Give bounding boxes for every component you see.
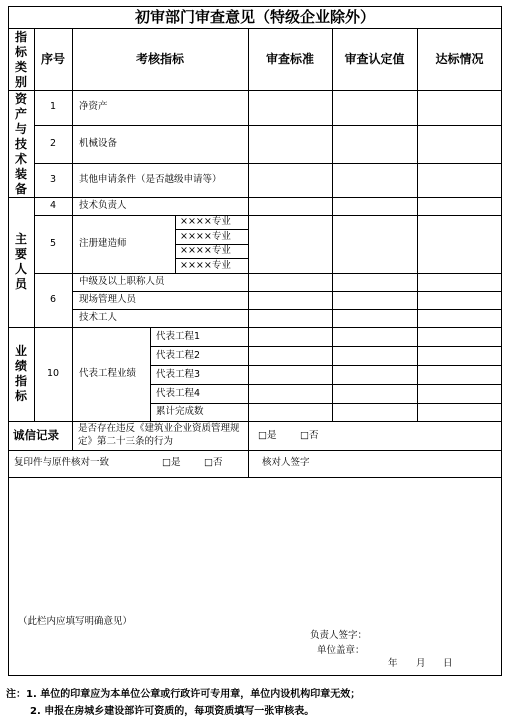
row5-sub-1: ××××专业 (180, 216, 231, 227)
rule-r1 (34, 125, 502, 126)
copy-check-label: 复印件与原件核对一致 (14, 457, 110, 468)
rule-r10c (150, 384, 502, 385)
header-compliance: 达标情况 (435, 52, 484, 66)
row2-label: 机械设备 (79, 138, 118, 149)
row10-seq: 10 (46, 368, 60, 379)
date-year: 年 (388, 658, 398, 669)
rule-r10a (150, 346, 502, 347)
header-seq: 序号 (40, 52, 65, 66)
col-confirmed (332, 28, 333, 421)
row1-label: 净资产 (79, 101, 108, 112)
rule-r2 (34, 163, 502, 164)
col-sub-r10 (150, 327, 151, 421)
row2-seq: 2 (49, 138, 57, 149)
integrity-no[interactable]: □否 (300, 430, 319, 441)
row5-sub-4: ××××专业 (180, 260, 231, 271)
footnote-1: 注：1. 单位的印章应为本单位公章或行政许可专用章，单位内设机构印章无效； (6, 689, 361, 700)
header-standard: 审查标准 (265, 52, 314, 66)
col-integrity-label (72, 421, 73, 450)
leader-signature-label: 负责人签字： (310, 630, 368, 641)
rule-r6b (72, 309, 502, 310)
col-compliance (417, 28, 418, 421)
integrity-yes[interactable]: □是 (258, 430, 277, 441)
rule-title (8, 28, 502, 29)
group-personnel: 主要人员 (14, 232, 27, 291)
col-sub-r5 (175, 215, 176, 273)
copy-check-yes[interactable]: □是 (162, 457, 181, 468)
row3-label: 其他申请条件（是否越级申请等） (79, 174, 222, 185)
rule-r6a (72, 291, 502, 292)
rule-copy (8, 477, 502, 478)
row10-sub-3: 代表工程3 (156, 369, 201, 380)
row5-seq: 5 (49, 238, 57, 249)
header-indicator: 考核指标 (135, 52, 184, 66)
rule-r6 (8, 327, 502, 328)
row6-seq: 6 (49, 294, 57, 305)
rule-r5 (34, 273, 502, 274)
row4-label: 技术负责人 (79, 200, 127, 211)
date-month: 月 (416, 658, 426, 669)
row6-sub-2: 现场管理人员 (79, 294, 137, 305)
row10-sub-2: 代表工程2 (156, 350, 201, 361)
rule-r5a (175, 229, 248, 230)
row3-seq: 3 (49, 174, 57, 185)
row6-sub-1: 中级及以上职称人员 (79, 276, 165, 287)
row10-sub-1: 代表工程1 (156, 331, 201, 342)
group-performance: 业绩指标 (14, 344, 27, 403)
rule-r10b (150, 365, 502, 366)
row1-seq: 1 (49, 101, 57, 112)
rule-r10d (150, 403, 502, 404)
rule-r5c (175, 258, 248, 259)
row4-seq: 4 (49, 200, 57, 211)
header-category: 指标类别 (14, 30, 27, 89)
row5-label: 注册建造师 (79, 238, 127, 249)
col-standard (248, 28, 249, 477)
date-day: 日 (443, 658, 453, 669)
checker-signature-label: 核对人签字 (262, 457, 310, 468)
opinion-note: （此栏内应填写明确意见） (18, 616, 133, 627)
rule-header (8, 90, 502, 91)
row5-sub-2: ××××专业 (180, 231, 231, 242)
col-seq (72, 28, 73, 421)
rule-integrity (8, 450, 502, 451)
copy-check-no[interactable]: □否 (204, 457, 223, 468)
form-title: 初审部门审查意见（特级企业除外） (134, 8, 375, 26)
header-confirmed: 审查认定值 (344, 52, 405, 66)
group-assets: 资产与技术装备 (14, 92, 27, 196)
integrity-question: 是否存在违反《建筑业企业资质管理规定》第二十三条的行为 (78, 423, 240, 447)
row6-sub-3: 技术工人 (79, 312, 118, 323)
row10-label: 代表工程业绩 (79, 368, 137, 379)
footnote-2: 2. 申报在房城乡建设部许可资质的，每项资质填写一张审核表。 (30, 706, 315, 717)
rule-r3 (8, 197, 502, 198)
row10-sub-5: 累计完成数 (156, 406, 204, 417)
row5-sub-3: ××××专业 (180, 245, 231, 256)
col-category (34, 28, 35, 421)
row10-sub-4: 代表工程4 (156, 388, 201, 399)
unit-seal-label: 单位盖章： (317, 645, 365, 656)
integrity-label: 诚信记录 (13, 428, 59, 442)
rule-r4 (34, 215, 502, 216)
